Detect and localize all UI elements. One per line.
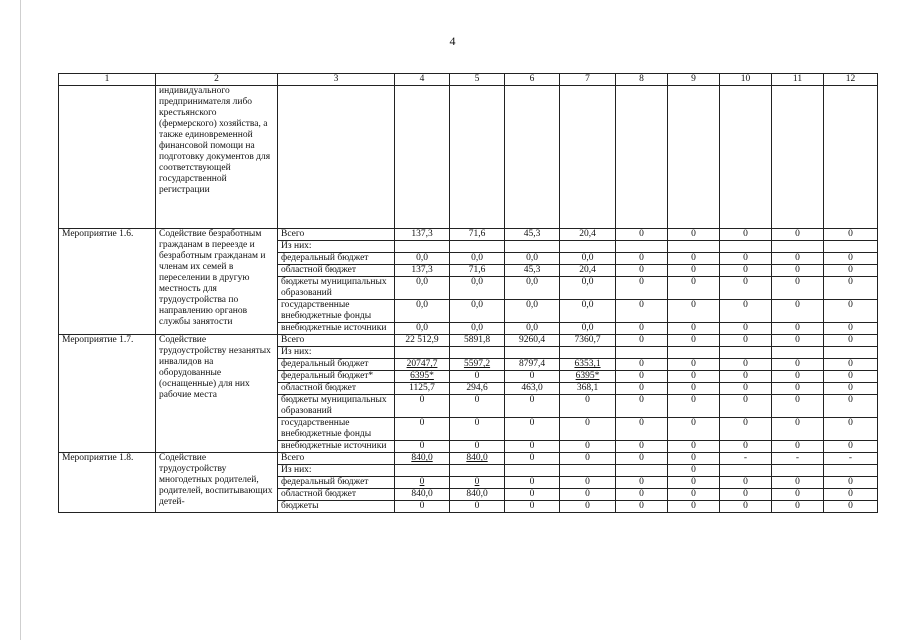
value-cell: 0	[824, 395, 878, 418]
value-cell: 45,3	[505, 265, 560, 277]
value-cell: 0	[772, 441, 824, 453]
value-cell: 0	[395, 477, 450, 489]
value-cell: 0	[772, 300, 824, 323]
table-row	[59, 335, 878, 347]
funding-source: Всего	[278, 453, 395, 465]
value-cell: 0,0	[450, 323, 505, 335]
value-cell: 0	[616, 335, 668, 347]
value-cell: 0	[668, 300, 720, 323]
budget-table	[58, 73, 878, 513]
value-cell: 0,0	[450, 253, 505, 265]
value-cell: -	[772, 453, 824, 465]
value-cell	[560, 347, 616, 359]
value-cell: 0	[720, 501, 772, 513]
funding-source: бюджеты муниципальных образований	[278, 277, 395, 300]
value-cell	[450, 465, 505, 477]
continuation-measure-cell	[59, 86, 156, 229]
column-number-1: 1	[59, 74, 156, 86]
value-cell: 0	[824, 277, 878, 300]
value-cell: 0	[450, 441, 505, 453]
value-cell: 0	[772, 371, 824, 383]
value-cell: 0	[720, 359, 772, 371]
value-cell: 0	[560, 501, 616, 513]
value-cell: 0	[450, 477, 505, 489]
value-cell	[505, 465, 560, 477]
value-cell: 0	[505, 453, 560, 465]
value-cell: 0	[668, 477, 720, 489]
funding-source: федеральный бюджет	[278, 477, 395, 489]
value-cell: 0	[616, 300, 668, 323]
funding-source: федеральный бюджет*	[278, 371, 395, 383]
value-cell: 0	[668, 265, 720, 277]
value-cell: 0	[824, 359, 878, 371]
value-cell: 0	[395, 395, 450, 418]
value-cell: 0	[772, 418, 824, 441]
value-cell: 0	[616, 477, 668, 489]
value-cell: 0	[720, 418, 772, 441]
value-cell: 0,0	[395, 253, 450, 265]
value-cell: 0	[772, 323, 824, 335]
value-cell: 0	[720, 371, 772, 383]
value-cell: 0	[824, 371, 878, 383]
funding-source: государственные внебюджетные фонды	[278, 300, 395, 323]
value-cell	[505, 347, 560, 359]
value-cell: 45,3	[505, 229, 560, 241]
value-cell: 0	[505, 477, 560, 489]
value-cell: 0	[720, 477, 772, 489]
value-cell: 0	[395, 441, 450, 453]
value-cell	[450, 241, 505, 253]
value-cell: 0	[616, 229, 668, 241]
value-cell: 0	[824, 335, 878, 347]
value-cell: 0	[772, 229, 824, 241]
value-cell: 0	[824, 383, 878, 395]
value-cell	[505, 241, 560, 253]
column-number-6: 6	[505, 74, 560, 86]
table-row	[59, 453, 878, 465]
value-cell	[772, 465, 824, 477]
column-number-9: 9	[668, 74, 720, 86]
measure-name: Мероприятие 1.6.	[59, 229, 156, 335]
value-cell: 0	[616, 418, 668, 441]
column-number-4: 4	[395, 74, 450, 86]
value-cell: 0	[668, 489, 720, 501]
value-cell	[616, 241, 668, 253]
measure-description: Содействие трудоустройству незанятых инвалидов на оборудованные (оснащенные) для них рабочие места	[156, 335, 278, 453]
measure-description: Содействие безработным гражданам в переезде и безработным гражданам и членам их семей в переселении в другую местность для трудоустройства по направлению органов службы занятости	[156, 229, 278, 335]
value-cell: 0,0	[450, 300, 505, 323]
value-cell: 0,0	[560, 277, 616, 300]
funding-source: государственные внебюджетные фонды	[278, 418, 395, 441]
value-cell: 0	[616, 253, 668, 265]
value-cell	[560, 241, 616, 253]
value-cell: 0	[824, 489, 878, 501]
value-cell: 0	[824, 253, 878, 265]
value-cell: 0	[772, 489, 824, 501]
value-cell: 840,0	[395, 489, 450, 501]
value-cell: 0	[560, 477, 616, 489]
value-cell: 0,0	[505, 277, 560, 300]
value-cell: 0	[560, 418, 616, 441]
value-cell: 0	[560, 453, 616, 465]
value-cell: 0	[616, 395, 668, 418]
page-left-rule	[20, 0, 21, 640]
value-cell: 0	[720, 441, 772, 453]
value-cell	[720, 465, 772, 477]
value-cell: 0	[824, 323, 878, 335]
value-cell: 0	[772, 265, 824, 277]
column-number-5: 5	[450, 74, 505, 86]
funding-source: федеральный бюджет	[278, 253, 395, 265]
value-cell: 0	[505, 441, 560, 453]
funding-source: бюджеты муниципальных образований	[278, 395, 395, 418]
table-row	[59, 229, 878, 241]
value-cell: 20,4	[560, 229, 616, 241]
value-cell: 137,3	[395, 229, 450, 241]
budget-table-body	[59, 74, 878, 513]
value-cell: 0,0	[505, 253, 560, 265]
value-cell: 0	[668, 323, 720, 335]
value-cell: 0	[668, 418, 720, 441]
value-cell: 0	[668, 395, 720, 418]
column-number-8: 8	[616, 74, 668, 86]
column-number-2: 2	[156, 74, 278, 86]
value-cell: 0	[560, 489, 616, 501]
value-cell: 0,0	[505, 300, 560, 323]
value-cell	[720, 241, 772, 253]
value-cell: 0	[505, 418, 560, 441]
value-cell: 294,6	[450, 383, 505, 395]
value-cell: 137,3	[395, 265, 450, 277]
value-cell: 0	[450, 418, 505, 441]
funding-source: областной бюджет	[278, 265, 395, 277]
page-number: 4	[449, 34, 456, 48]
measure-name: Мероприятие 1.7.	[59, 335, 156, 453]
value-cell: 9260,4	[505, 335, 560, 347]
value-cell: 22 512,9	[395, 335, 450, 347]
funding-source: областной бюджет	[278, 383, 395, 395]
funding-source: бюджеты	[278, 501, 395, 513]
value-cell: 0	[720, 395, 772, 418]
value-cell: 0,0	[450, 277, 505, 300]
value-cell: 0	[772, 477, 824, 489]
funding-source: Всего	[278, 335, 395, 347]
value-cell	[824, 241, 878, 253]
value-cell: 0	[668, 359, 720, 371]
value-cell: 0	[772, 395, 824, 418]
value-cell	[560, 465, 616, 477]
value-cell: 7360,7	[560, 335, 616, 347]
value-cell	[395, 465, 450, 477]
value-cell: 6353,1	[560, 359, 616, 371]
value-cell	[772, 347, 824, 359]
value-cell: 0,0	[560, 253, 616, 265]
value-cell: 6395*	[395, 371, 450, 383]
value-cell: 0	[720, 323, 772, 335]
continuation-row	[59, 86, 878, 229]
value-cell: 0	[720, 229, 772, 241]
value-cell: 0	[772, 277, 824, 300]
value-cell: 0	[720, 253, 772, 265]
value-cell: 20,4	[560, 265, 616, 277]
value-cell: 0	[616, 383, 668, 395]
value-cell: 0	[450, 501, 505, 513]
value-cell: 0,0	[560, 323, 616, 335]
value-cell: 0	[824, 477, 878, 489]
funding-source: Из них:	[278, 241, 395, 253]
column-number-11: 11	[772, 74, 824, 86]
column-number-7: 7	[560, 74, 616, 86]
value-cell: 0	[772, 359, 824, 371]
value-cell: -	[824, 453, 878, 465]
value-cell: 0	[505, 371, 560, 383]
value-cell: 0	[616, 323, 668, 335]
measure-description: Содействие трудоустройству многодетных родителей, родителей, воспитывающих детей-	[156, 453, 278, 513]
value-cell: 1125,7	[395, 383, 450, 395]
value-cell: 71,6	[450, 229, 505, 241]
value-cell: 0	[616, 277, 668, 300]
value-cell: 368,1	[560, 383, 616, 395]
value-cell: 840,0	[395, 453, 450, 465]
value-cell: 0	[668, 277, 720, 300]
value-cell: 0	[720, 489, 772, 501]
value-cell: 0	[668, 441, 720, 453]
value-cell: 0	[616, 501, 668, 513]
funding-source: областной бюджет	[278, 489, 395, 501]
value-cell: 0	[824, 265, 878, 277]
column-number-3: 3	[278, 74, 395, 86]
column-number-10: 10	[720, 74, 772, 86]
value-cell: 840,0	[450, 453, 505, 465]
value-cell	[824, 347, 878, 359]
value-cell	[616, 347, 668, 359]
value-cell	[720, 347, 772, 359]
funding-source: внебюджетные источники	[278, 441, 395, 453]
continuation-description: индивидуального предпринимателя либо крестьянского (фермерского) хозяйства, а также единовременной финансовой помощи на подготовку документов для соответствующей государственной регистрации	[156, 86, 278, 229]
column-number-12: 12	[824, 74, 878, 86]
value-cell: 0	[560, 395, 616, 418]
value-cell: 5597,2	[450, 359, 505, 371]
value-cell: 0	[772, 501, 824, 513]
value-cell: 0	[616, 453, 668, 465]
value-cell: 0	[668, 335, 720, 347]
value-cell: 0	[720, 277, 772, 300]
value-cell: 0	[668, 383, 720, 395]
value-cell: 0,0	[395, 277, 450, 300]
value-cell	[772, 241, 824, 253]
value-cell: 5891,8	[450, 335, 505, 347]
funding-source: федеральный бюджет	[278, 359, 395, 371]
value-cell: 0	[824, 441, 878, 453]
value-cell: 0	[450, 395, 505, 418]
value-cell: 0	[616, 489, 668, 501]
value-cell: 20747,7	[395, 359, 450, 371]
value-cell: 0	[668, 453, 720, 465]
value-cell: 0	[668, 501, 720, 513]
value-cell	[395, 241, 450, 253]
value-cell: 0	[668, 465, 720, 477]
value-cell	[616, 465, 668, 477]
value-cell: 0	[505, 501, 560, 513]
value-cell: 0	[616, 441, 668, 453]
value-cell: 0	[824, 501, 878, 513]
value-cell: 71,6	[450, 265, 505, 277]
column-number-row	[59, 74, 878, 86]
funding-source: Всего	[278, 229, 395, 241]
value-cell: 0	[824, 300, 878, 323]
value-cell: 0,0	[395, 300, 450, 323]
value-cell: 0	[616, 359, 668, 371]
value-cell: 0	[720, 335, 772, 347]
value-cell: 0	[395, 418, 450, 441]
value-cell: 0	[505, 489, 560, 501]
value-cell: 0	[772, 383, 824, 395]
value-cell: 0	[395, 501, 450, 513]
funding-source: Из них:	[278, 465, 395, 477]
value-cell: 463,0	[505, 383, 560, 395]
value-cell: 0	[772, 335, 824, 347]
value-cell	[824, 465, 878, 477]
value-cell: 840,0	[450, 489, 505, 501]
value-cell: 0	[616, 265, 668, 277]
value-cell: 0	[505, 395, 560, 418]
value-cell: 0	[450, 371, 505, 383]
value-cell: 0	[616, 371, 668, 383]
value-cell: 0,0	[560, 300, 616, 323]
value-cell: 0,0	[395, 323, 450, 335]
funding-source: Из них:	[278, 347, 395, 359]
value-cell: 0,0	[505, 323, 560, 335]
value-cell: 0	[668, 253, 720, 265]
value-cell: 6395*	[560, 371, 616, 383]
value-cell: 0	[720, 265, 772, 277]
funding-source: внебюджетные источники	[278, 323, 395, 335]
value-cell	[668, 347, 720, 359]
value-cell: -	[720, 453, 772, 465]
value-cell	[395, 347, 450, 359]
value-cell	[668, 241, 720, 253]
value-cell	[450, 347, 505, 359]
value-cell: 0	[824, 229, 878, 241]
value-cell: 0	[824, 418, 878, 441]
value-cell: 0	[720, 300, 772, 323]
value-cell: 0	[560, 441, 616, 453]
measure-name: Мероприятие 1.8.	[59, 453, 156, 513]
value-cell: 8797,4	[505, 359, 560, 371]
value-cell: 0	[720, 383, 772, 395]
value-cell: 0	[772, 253, 824, 265]
value-cell: 0	[668, 229, 720, 241]
value-cell: 0	[668, 371, 720, 383]
